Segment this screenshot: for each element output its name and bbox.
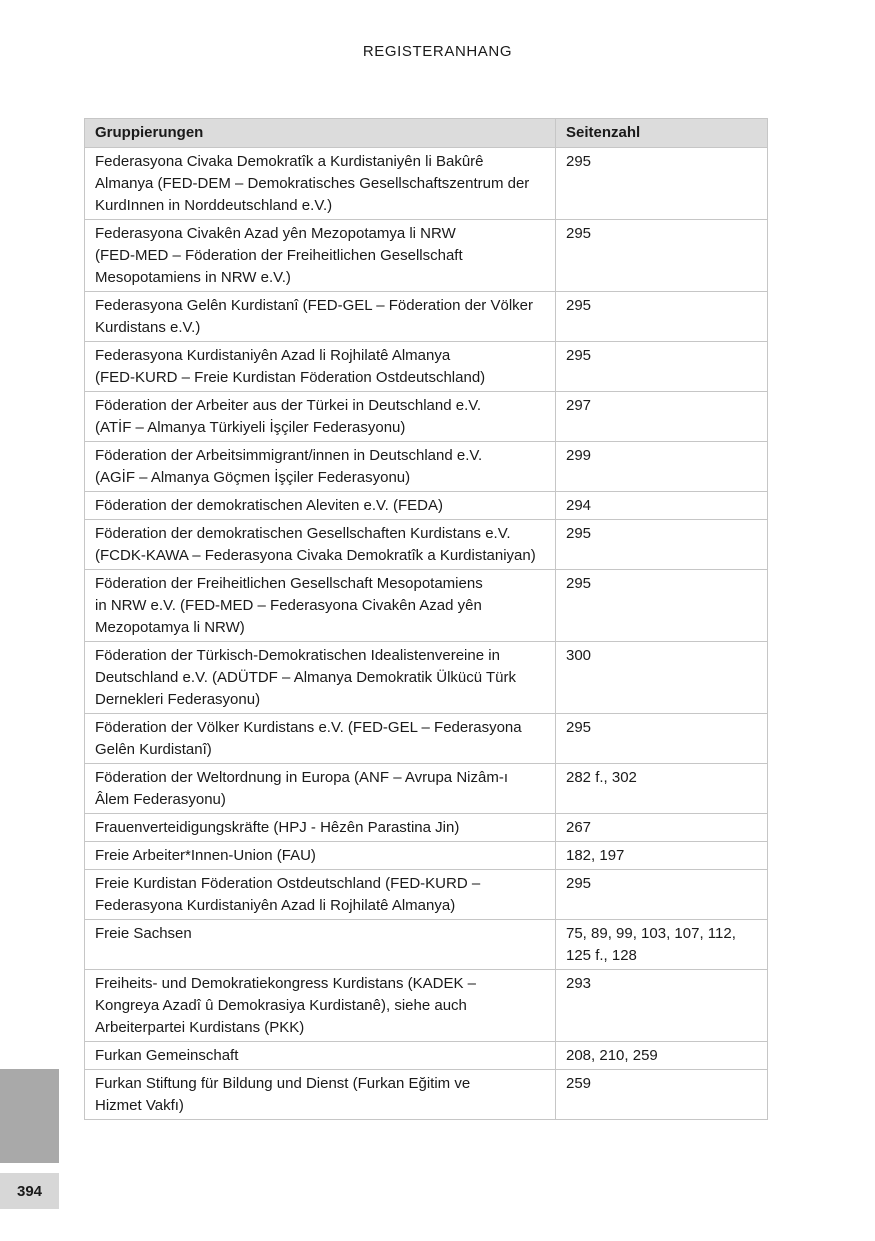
register-table	[84, 118, 768, 1120]
group-name-cell: Freiheits- und Demokratiekongress Kurdistans (KADEK – Kongreya Azadî û Demokrasiya Kurdistanê), siehe auch Arbeiterpartei Kurdistans (PKK)	[85, 970, 556, 1042]
table-row	[85, 920, 768, 970]
page-numbers-cell: 295	[556, 520, 768, 570]
page-numbers-cell: 295	[556, 342, 768, 392]
page-numbers-cell: 182, 197	[556, 842, 768, 870]
running-head: REGISTERANHANG	[362, 43, 513, 60]
table-row	[85, 1070, 768, 1120]
group-name-cell: Freie Sachsen	[85, 920, 556, 970]
table-row	[85, 570, 768, 642]
page-numbers-cell: 297	[556, 392, 768, 442]
column-header-groups: Gruppierungen	[85, 119, 556, 148]
table-row	[85, 870, 768, 920]
table-row	[85, 642, 768, 714]
page-numbers-cell: 208, 210, 259	[556, 1042, 768, 1070]
page-numbers-cell: 295	[556, 148, 768, 220]
group-name-cell: Furkan Gemeinschaft	[85, 1042, 556, 1070]
group-name-cell: Föderation der Weltordnung in Europa (ANF – Avrupa Nizâm-ı Âlem Federasyonu)	[85, 764, 556, 814]
table-row	[85, 148, 768, 220]
group-name-cell: Furkan Stiftung für Bildung und Dienst (Furkan Eğitim ve Hizmet Vakfı)	[85, 1070, 556, 1120]
group-name-cell: Föderation der Völker Kurdistans e.V. (FED-GEL – Federasyona Gelên Kurdistanî)	[85, 714, 556, 764]
table-header	[85, 119, 768, 148]
table-body	[85, 148, 768, 1120]
table-row	[85, 220, 768, 292]
page-numbers-cell: 300	[556, 642, 768, 714]
group-name-cell: Föderation der Türkisch-Demokratischen Idealistenvereine in Deutschland e.V. (ADÜTDF – Almanya Demokratik Ülkücü Türk Dernekleri Federasyonu)	[85, 642, 556, 714]
group-name-cell: Federasyona Gelên Kurdistanî (FED-GEL – Föderation der Völker Kurdistans e.V.)	[85, 292, 556, 342]
table-row	[85, 442, 768, 492]
table-row	[85, 1042, 768, 1070]
table-row	[85, 492, 768, 520]
page-numbers-cell: 259	[556, 1070, 768, 1120]
group-name-cell: Föderation der Arbeitsimmigrant/innen in Deutschland e.V. (AGİF – Almanya Göçmen İşçiler Federasyonu)	[85, 442, 556, 492]
page-numbers-cell: 75, 89, 99, 103, 107, 112, 125 f., 128	[556, 920, 768, 970]
group-name-cell: Föderation der demokratischen Aleviten e.V. (FEDA)	[85, 492, 556, 520]
group-name-cell: Föderation der Freiheitlichen Gesellschaft Mesopotamiens in NRW e.V. (FED-MED – Federasyona Civakên Azad yên Mezopotamya li NRW)	[85, 570, 556, 642]
page-numbers-cell: 295	[556, 570, 768, 642]
page-numbers-cell: 299	[556, 442, 768, 492]
page-numbers-cell: 282 f., 302	[556, 764, 768, 814]
thumb-index-tab	[0, 1069, 59, 1163]
table-row	[85, 814, 768, 842]
table-row	[85, 970, 768, 1042]
page-numbers-cell: 295	[556, 292, 768, 342]
table-row	[85, 392, 768, 442]
group-name-cell: Föderation der demokratischen Gesellschaften Kurdistans e.V. (FCDK-KAWA – Federasyona Civaka Demokratîk a Kurdistaniyan)	[85, 520, 556, 570]
group-name-cell: Federasyona Kurdistaniyên Azad li Rojhilatê Almanya (FED-KURD – Freie Kurdistan Föderation Ostdeutschland)	[85, 342, 556, 392]
group-name-cell: Federasyona Civakên Azad yên Mezopotamya li NRW (FED-MED – Föderation der Freiheitlichen Gesellschaft Mesopotamiens in NRW e.V.)	[85, 220, 556, 292]
table-row	[85, 714, 768, 764]
table-row	[85, 764, 768, 814]
page-numbers-cell: 293	[556, 970, 768, 1042]
page-numbers-cell: 295	[556, 870, 768, 920]
table-row	[85, 292, 768, 342]
page-number: 394	[0, 1173, 59, 1209]
table-row	[85, 520, 768, 570]
page-numbers-cell: 294	[556, 492, 768, 520]
group-name-cell: Föderation der Arbeiter aus der Türkei in Deutschland e.V. (ATİF – Almanya Türkiyeli İşçiler Federasyonu)	[85, 392, 556, 442]
group-name-cell: Frauenverteidigungskräfte (HPJ - Hêzên Parastina Jin)	[85, 814, 556, 842]
header-row	[85, 119, 768, 148]
column-header-pages: Seitenzahl	[556, 119, 768, 148]
group-name-cell: Federasyona Civaka Demokratîk a Kurdistaniyên li Bakûrê Almanya (FED-DEM – Demokratisches Gesellschaftszentrum der KurdInnen in Norddeutschland e.V.)	[85, 148, 556, 220]
page-numbers-cell: 295	[556, 220, 768, 292]
page-numbers-cell: 267	[556, 814, 768, 842]
table-row	[85, 842, 768, 870]
page-numbers-cell: 295	[556, 714, 768, 764]
table-row	[85, 342, 768, 392]
group-name-cell: Freie Arbeiter*Innen-Union (FAU)	[85, 842, 556, 870]
group-name-cell: Freie Kurdistan Föderation Ostdeutschland (FED-KURD – Federasyona Kurdistaniyên Azad li Rojhilatê Almanya)	[85, 870, 556, 920]
